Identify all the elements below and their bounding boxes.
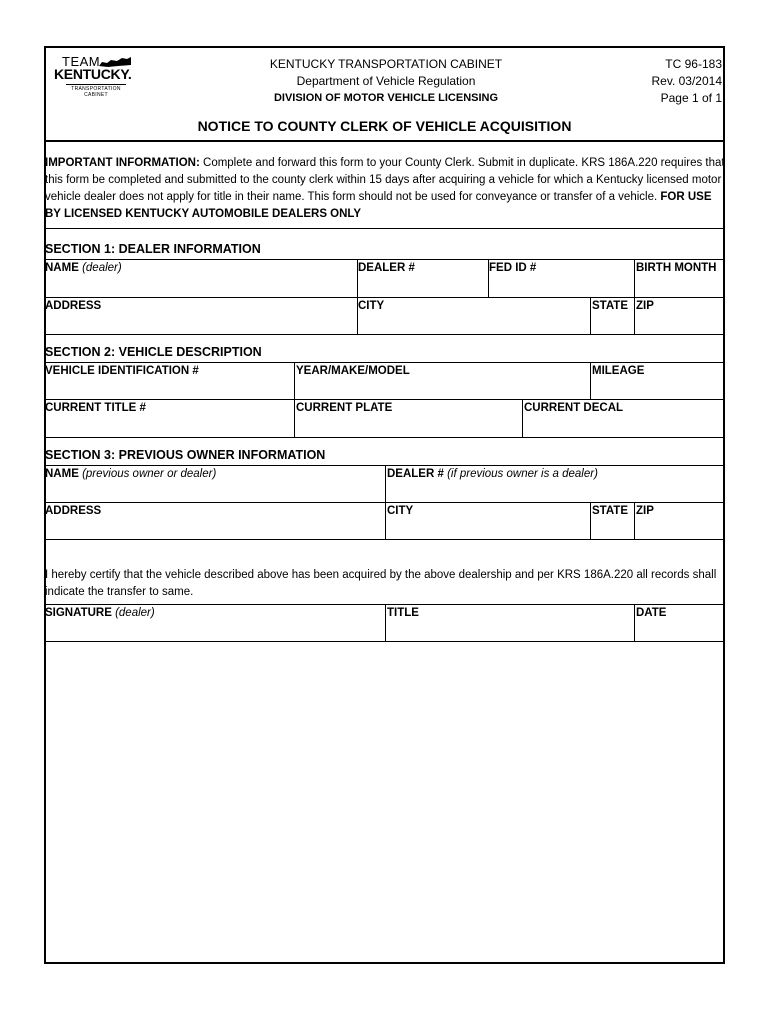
vin-field[interactable]: VEHICLE IDENTIFICATION # bbox=[45, 365, 199, 377]
certification-statement: I hereby certify that the vehicle described above has been acquired by the above dealership and per KRS 186A.220 all records shall indicate the transfer to same. bbox=[45, 569, 717, 598]
info-text: Complete and forward this form to your County Clerk. Submit in duplicate. KRS 186A.220 requires that this form be completed and submitted to the county clerk within 15 days after acquiring a vehicle for which a Kentucky licensed motor vehicle dealer does not apply for title in their name. This form should not be used for conveyance or transfer of a vehicle. bbox=[45, 157, 725, 203]
signature-field[interactable]: SIGNATURE (dealer) bbox=[45, 607, 155, 619]
dealer-number-field[interactable]: DEALER # bbox=[358, 262, 415, 274]
form-info bbox=[652, 56, 723, 107]
mileage-field[interactable]: MILEAGE bbox=[592, 365, 645, 377]
date-field[interactable]: DATE bbox=[636, 607, 667, 619]
fed-id-field[interactable]: FED ID # bbox=[489, 262, 537, 274]
info-label: IMPORTANT INFORMATION: bbox=[45, 157, 200, 169]
logo-divider bbox=[66, 84, 126, 85]
section1-rule bbox=[44, 259, 725, 260]
header-divider bbox=[44, 140, 725, 142]
info-divider bbox=[44, 228, 725, 229]
section2-heading: SECTION 2: VEHICLE DESCRIPTION bbox=[45, 345, 262, 359]
previous-owner-zip-field[interactable]: ZIP bbox=[636, 505, 654, 517]
department-name: Department of Vehicle Regulation bbox=[296, 74, 476, 88]
dealer-address-field[interactable]: ADDRESS bbox=[45, 300, 102, 312]
agency-header bbox=[236, 56, 536, 107]
info-emphasis: FOR USE BY LICENSED KENTUCKY AUTOMOBILE DEALERS ONLY bbox=[45, 191, 712, 220]
current-decal-field[interactable]: CURRENT DECAL bbox=[524, 402, 624, 414]
dealer-state-field[interactable]: STATE bbox=[592, 300, 628, 312]
previous-owner-address-field[interactable]: ADDRESS bbox=[45, 505, 102, 517]
section3-heading: SECTION 3: PREVIOUS OWNER INFORMATION bbox=[45, 448, 326, 462]
agency-name: KENTUCKY TRANSPORTATION CABINET bbox=[269, 57, 503, 71]
signature-row-bottom bbox=[44, 641, 725, 642]
year-make-model-field[interactable]: YEAR/MAKE/MODEL bbox=[296, 365, 410, 377]
page-number: Page 1 of 1 bbox=[660, 91, 722, 105]
dealer-city-field[interactable]: CITY bbox=[358, 300, 385, 312]
previous-owner-city-field[interactable]: CITY bbox=[387, 505, 414, 517]
previous-owner-state-field[interactable]: STATE bbox=[592, 505, 628, 517]
dealer-zip-field[interactable]: ZIP bbox=[636, 300, 654, 312]
signer-title-field[interactable]: TITLE bbox=[387, 607, 419, 619]
current-plate-field[interactable]: CURRENT PLATE bbox=[296, 402, 393, 414]
division-name: DIVISION OF MOTOR VEHICLE LICENSING bbox=[273, 92, 499, 104]
previous-dealer-number-field[interactable]: DEALER # (if previous owner is a dealer) bbox=[387, 468, 598, 480]
section2-rule bbox=[44, 362, 725, 363]
form-revision: Rev. 03/2014 bbox=[651, 74, 722, 88]
current-title-field[interactable]: CURRENT TITLE # bbox=[45, 402, 146, 414]
section1-heading: SECTION 1: DEALER INFORMATION bbox=[45, 242, 261, 256]
important-information bbox=[45, 155, 725, 223]
team-kentucky-logo: TEAM KENTUCKY. TRANSPORTATION CABINET bbox=[54, 54, 132, 98]
previous-owner-name-field[interactable]: NAME (previous owner or dealer) bbox=[45, 468, 217, 480]
dealer-name-field[interactable]: NAME (dealer) bbox=[45, 262, 122, 274]
birth-month-field[interactable]: BIRTH MONTH bbox=[636, 262, 717, 274]
form-title: NOTICE TO COUNTY CLERK OF VEHICLE ACQUISITION bbox=[197, 118, 572, 134]
form-number: TC 96-183 bbox=[665, 57, 722, 71]
